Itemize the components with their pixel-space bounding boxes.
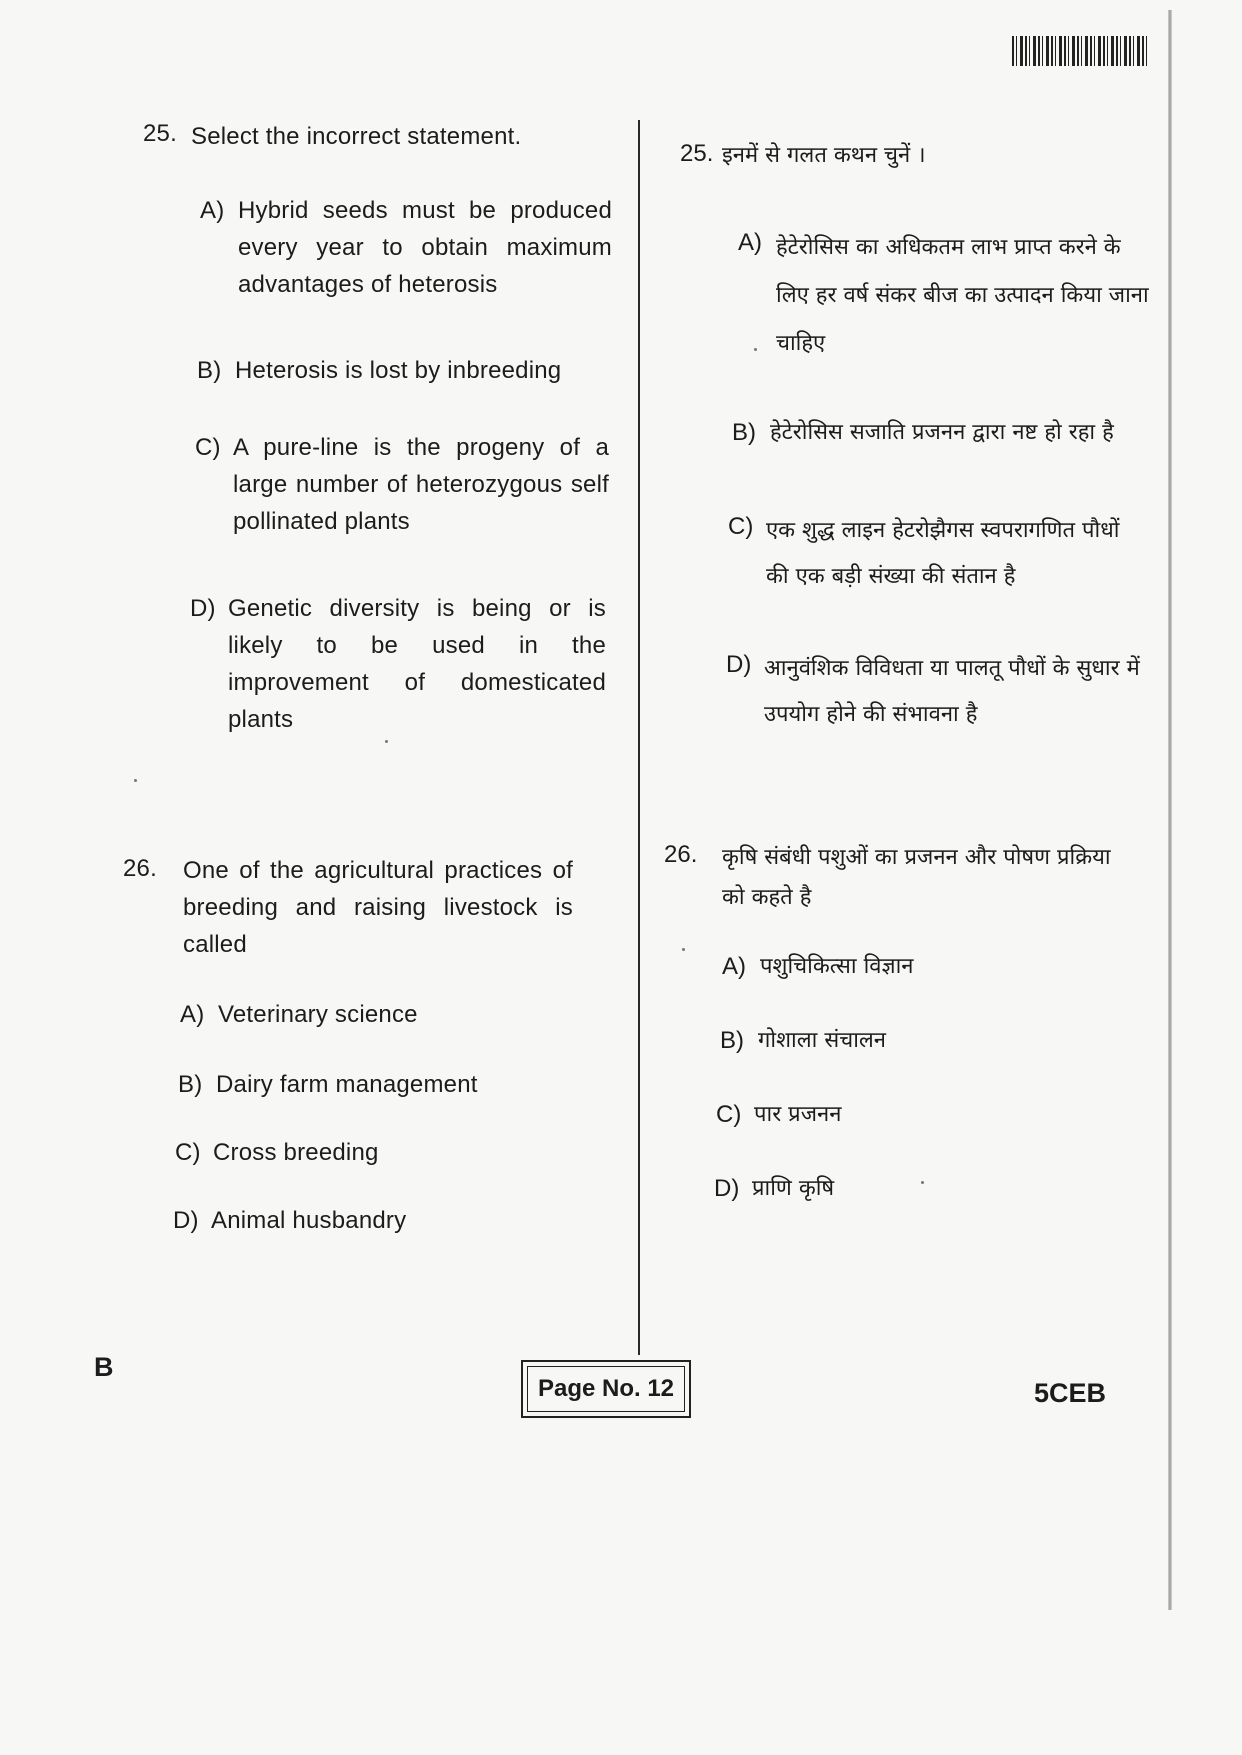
- option-letter: B): [720, 1027, 744, 1054]
- question-number: 25.: [680, 140, 714, 167]
- option-letter: B): [732, 419, 756, 446]
- page-number-label: Page No. 12: [527, 1366, 685, 1412]
- option-letter: D): [714, 1175, 740, 1202]
- option-text: पार प्रजनन: [754, 1102, 842, 1127]
- option-letter: B): [197, 357, 222, 384]
- option-letter: D): [190, 595, 216, 622]
- option-letter: A): [738, 229, 762, 256]
- option-letter: A): [722, 953, 746, 980]
- option-letter: B): [178, 1071, 203, 1098]
- option-text: Hybrid seeds must be produced every year to obtain maximum advantages of heterosis: [238, 197, 612, 298]
- option-letter: D): [173, 1207, 199, 1234]
- option-letter: A): [200, 197, 225, 224]
- option-text: Dairy farm management: [216, 1071, 478, 1098]
- option-text: पशुचिकित्सा विज्ञान: [760, 954, 914, 979]
- option-letter: C): [175, 1139, 201, 1166]
- option-text: प्राणि कृषि: [752, 1176, 835, 1201]
- question-number: 25.: [143, 120, 177, 147]
- scan-speck: [754, 348, 757, 351]
- question-number: 26.: [664, 841, 698, 868]
- option-letter: C): [728, 513, 754, 540]
- scan-speck: [682, 948, 685, 951]
- paper-code: 5CEB: [1034, 1378, 1107, 1408]
- option-text: गोशाला संचालन: [758, 1028, 887, 1053]
- option-letter: D): [726, 651, 752, 678]
- question-stem: इनमें से गलत कथन चुनें ।: [722, 143, 926, 168]
- option-text: एक शुद्ध लाइन हेटरोझैगस स्वपरागणित पौधों की एक बड़ी संख्या की संतान है: [766, 518, 1120, 589]
- option-text: हेटेरोसिस का अधिकतम लाभ प्राप्त करने के लिए हर वर्ष संकर बीज का उत्पादन किया जाना चाहिए: [776, 235, 1149, 356]
- option-text: A pure-line is the progeny of a large number of heterozygous self pollinated plants: [233, 434, 609, 535]
- question-stem: Select the incorrect statement.: [191, 123, 522, 150]
- page-number-box: [521, 1360, 691, 1418]
- scan-speck: [385, 740, 388, 743]
- barcode-icon: [1012, 36, 1150, 66]
- option-text: आनुवंशिक विविधता या पालतू पौधों के सुधार में उपयोग होने की संभावना है: [764, 656, 1140, 727]
- scan-speck: [921, 1181, 924, 1184]
- column-divider: [638, 120, 640, 1355]
- option-letter: A): [180, 1001, 205, 1028]
- scan-speck: [134, 779, 137, 782]
- question-stem: कृषि संबंधी पशुओं का प्रजनन और पोषण प्रक्रिया को कहते है: [722, 845, 1111, 910]
- option-text: Animal husbandry: [211, 1207, 407, 1234]
- option-letter: C): [195, 434, 221, 461]
- page-edge: [1168, 10, 1172, 1610]
- question-number: 26.: [123, 855, 157, 882]
- option-letter: C): [716, 1101, 742, 1128]
- option-text: Cross breeding: [213, 1139, 379, 1166]
- question-stem: One of the agricultural practices of breeding and raising livestock is called: [183, 857, 573, 958]
- option-text: Genetic diversity is being or is likely to be used in the improvement of domesticated plants: [228, 595, 606, 733]
- option-text: Veterinary science: [218, 1001, 418, 1028]
- booklet-set-letter: B: [94, 1352, 114, 1382]
- option-text: हेटेरोसिस सजाति प्रजनन द्वारा नष्ट हो रहा है: [770, 420, 1114, 445]
- option-text: Heterosis is lost by inbreeding: [235, 357, 562, 384]
